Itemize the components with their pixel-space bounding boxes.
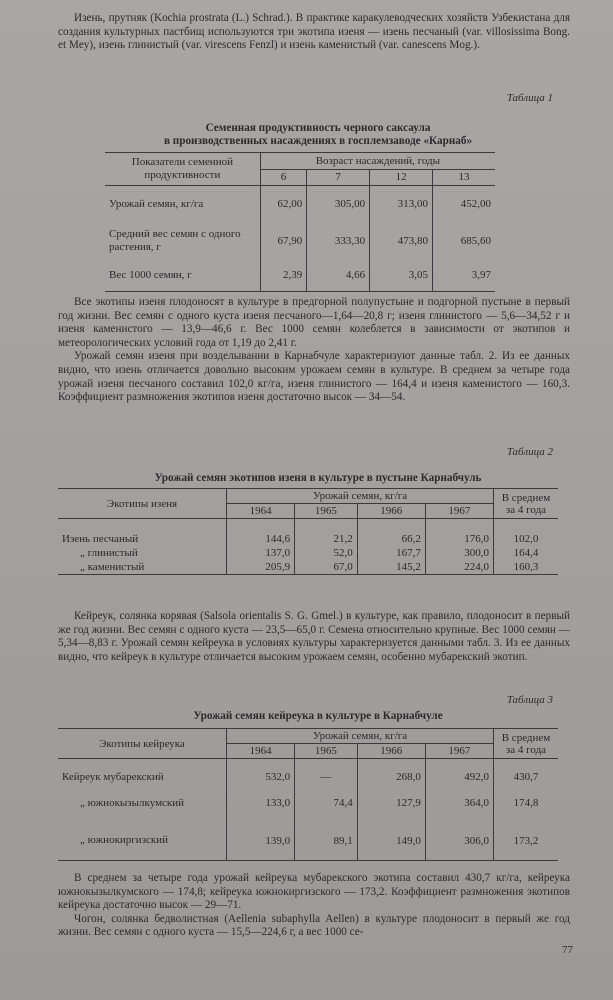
- table2-avg-cell: 164,4: [494, 546, 559, 560]
- table3-avg-cell: 430,7: [494, 759, 559, 785]
- table1-row-label: Средний вес семян с одного растения, г: [109, 227, 241, 253]
- table3-cell: 492,0: [425, 759, 493, 785]
- paragraph-2: Урожай семян изеня при возделывании в Карнабчуле характеризуют данные табл. 2. Из ее данных видно, что изень отличается довольно высоким урожаем семян в культуре. В среднем за четыре года урожай изеня песчаного составил 102,0 кг/га, изеня глинистого — 164,4 и изеня каменистого — 160,3. Коэффициент размножения экотипов изеня достаточно высок — 34—54.: [58, 350, 570, 404]
- table3-cell: 532,0: [227, 759, 295, 785]
- table2-cell: 205,9: [227, 560, 295, 575]
- table2-cell: 66,2: [357, 519, 425, 547]
- table2-cell: 300,0: [425, 546, 493, 560]
- table2-col: 1965: [295, 504, 358, 519]
- table2-col: 1966: [357, 504, 425, 519]
- table1-cell: 3,05: [370, 260, 433, 292]
- table1-cell: 4,66: [307, 260, 370, 292]
- table1-cell: 3,97: [433, 260, 495, 292]
- table1-cell: 685,60: [433, 222, 495, 260]
- table1-title: [58, 122, 578, 148]
- table3-cell: 364,0: [425, 784, 493, 822]
- table3-title: Урожай семян кейреука в культуре в Карнабчуле: [193, 710, 443, 722]
- paragraph-block-2: [58, 610, 570, 664]
- paragraph-4: В среднем за четыре года урожай кейреука мубарекского экотипа составил 430,7 кг/га, кейреука южнокызылкумского — 174,8; кейреука южнокиргизского — 173,2. Коэффициент размножения экотипов кейреука достаточно высок — 29—71.: [58, 872, 570, 912]
- table1-title-line1: Семенная продуктивность черного саксаула: [205, 122, 431, 134]
- table1-cell: 333,30: [307, 222, 370, 260]
- table1-col: 13: [433, 169, 495, 186]
- table1-group-header: Возраст насаждений, годы: [260, 153, 495, 170]
- table1-title-line2: в производственных насаждениях в госплемзаводе «Карнаб»: [163, 135, 473, 147]
- table2-col: 1967: [425, 504, 493, 519]
- table3-cell: 127,9: [357, 784, 425, 822]
- table2-cell: 67,0: [295, 560, 358, 575]
- table2-title: Урожай семян экотипов изеня в культуре в пустыне Карнабчуль: [154, 472, 482, 484]
- table2-row: [58, 519, 558, 547]
- table2: [58, 488, 558, 575]
- table2-col: 1964: [227, 504, 295, 519]
- table1-row: [105, 222, 495, 260]
- table1-cell: 305,00: [307, 186, 370, 222]
- table1-cell: 2,39: [260, 260, 306, 292]
- table3-row-label: Кейреук мубарекский: [62, 771, 164, 783]
- table3-cell: 149,0: [357, 822, 425, 860]
- table2-cell: 137,0: [227, 546, 295, 560]
- table3-row-label: „ южнокиргизский: [58, 822, 227, 860]
- table2-cell: 144,6: [227, 519, 295, 547]
- table2-cell: 224,0: [425, 560, 493, 575]
- table2-cell: 167,7: [357, 546, 425, 560]
- paragraph-3: Кейреук, солянка корявая (Salsola orientalis S. G. Gmel.) в культуре, как правило, плодоносит в первый же год жизни. Вес семян с одного куста — 23,5—65,0 г. Семена относительно крупные. Вес 1000 семян — 5,34—8,83 г. Урожай семян кейреука в условиях культуры характеризуется данными табл. 3. Из ее данных видно, что кейреук в культуре отличается высоким урожаем семян, особенно мубарекский экотип.: [58, 610, 570, 663]
- table2-row: [58, 546, 558, 560]
- table3-cell: —: [295, 759, 358, 785]
- table3-group-header: Урожай семян, кг/га: [227, 729, 494, 744]
- table3-stub-header: Экотипы кейреука: [58, 729, 227, 759]
- table2-cell: 21,2: [295, 519, 358, 547]
- table3-header-row: [58, 729, 558, 744]
- paragraph-block-3: [58, 872, 570, 940]
- paragraph-1: Все экотипы изеня плодоносят в культуре в предгорной полупустыне и подгорной пустыне в первый год жизни. Вес семян с одного куста изеня песчаного—1,64—20,8 г; изеня глинистого — 5,6—34,52 г и изеня каменистого — 13,9—46,6 г. Вес 1000 семян колеблется в зависимости от экотипов и метеорологических условий года от 1,19 до 2,41 г.: [58, 296, 570, 349]
- table1-row-label: Вес 1000 семян, г: [105, 260, 260, 292]
- table2-row-label: Изень песчаный: [62, 533, 139, 545]
- table1: [105, 152, 495, 292]
- table3-label: Таблица 3: [506, 694, 553, 706]
- table3-col: 1964: [227, 744, 295, 759]
- table3: [58, 728, 558, 861]
- table1-col: 7: [307, 169, 370, 186]
- table2-header-row: [58, 489, 558, 504]
- table1-stub-header: Показатели семенной продуктивности: [105, 153, 260, 186]
- table3-row: [58, 784, 558, 822]
- table2-cell: 176,0: [425, 519, 493, 547]
- table2-row-label: „ глинистый: [80, 547, 138, 559]
- table2-cell: 52,0: [295, 546, 358, 560]
- table1-cell: 452,00: [433, 186, 495, 222]
- table1-cell: 67,90: [260, 222, 306, 260]
- intro-paragraph: Изень, прутняк (Kochia prostrata (L.) Schrad.). В практике каракулеводческих хозяйств Узбекистана для создания культурных пастбищ используются три экотипа изеня — изень песчаный (var. villosissima Bong. et Mey), изень глинистый (var. virescens Fenzl) и изень каменистый (var. canescens Mog.).: [58, 12, 570, 52]
- table2-label: Таблица 2: [506, 446, 553, 458]
- table2-cell: 145,2: [357, 560, 425, 575]
- table1-col: 6: [260, 169, 306, 186]
- table3-cell: 306,0: [425, 822, 493, 860]
- table3-avg-header: В среднем за 4 года: [494, 729, 559, 759]
- table3-avg-cell: 173,2: [494, 822, 559, 860]
- paragraph-5: Чогон, солянка бедволистная (Aellenia subaphylla Aellen) в культуре плодоносит в первый же год жизни. Вес семян с одного куста — 15,5—224,6 г, а вес 1000 се-: [58, 912, 570, 939]
- table3-cell: 133,0: [227, 784, 295, 822]
- table2-row: [58, 560, 558, 575]
- table2-avg-header: В среднем за 4 года: [494, 489, 559, 519]
- table2-avg-cell: 102,0: [494, 519, 559, 547]
- table1-cell: 473,80: [370, 222, 433, 260]
- table3-row: [58, 759, 558, 785]
- table1-header-row: [105, 153, 495, 170]
- table3-cell: 74,4: [295, 784, 358, 822]
- page-number: 77: [562, 944, 573, 956]
- paragraph-block-1: [58, 296, 570, 405]
- table3-cell: 268,0: [357, 759, 425, 785]
- table3-col: 1966: [357, 744, 425, 759]
- intro-text-block: [58, 12, 570, 53]
- table1-cell: 62,00: [260, 186, 306, 222]
- table1-cell: 313,00: [370, 186, 433, 222]
- table2-row-label: „ каменистый: [58, 560, 227, 575]
- table1-row: [105, 186, 495, 222]
- table3-row: [58, 822, 558, 860]
- table1-col: 12: [370, 169, 433, 186]
- table1-label: Таблица 1: [506, 92, 553, 104]
- table1-row-label: Урожай семян, кг/га: [109, 197, 204, 210]
- table3-cell: 139,0: [227, 822, 295, 860]
- table1-row: [105, 260, 495, 292]
- table3-col: 1965: [295, 744, 358, 759]
- table3-row-label: „ южнокызылкумский: [80, 796, 185, 809]
- table3-cell: 89,1: [295, 822, 358, 860]
- table2-group-header: Урожай семян, кг/га: [227, 489, 494, 504]
- table3-avg-cell: 174,8: [494, 784, 559, 822]
- table2-avg-cell: 160,3: [494, 560, 559, 575]
- table2-stub-header: Экотипы изеня: [58, 489, 227, 519]
- table3-col: 1967: [425, 744, 493, 759]
